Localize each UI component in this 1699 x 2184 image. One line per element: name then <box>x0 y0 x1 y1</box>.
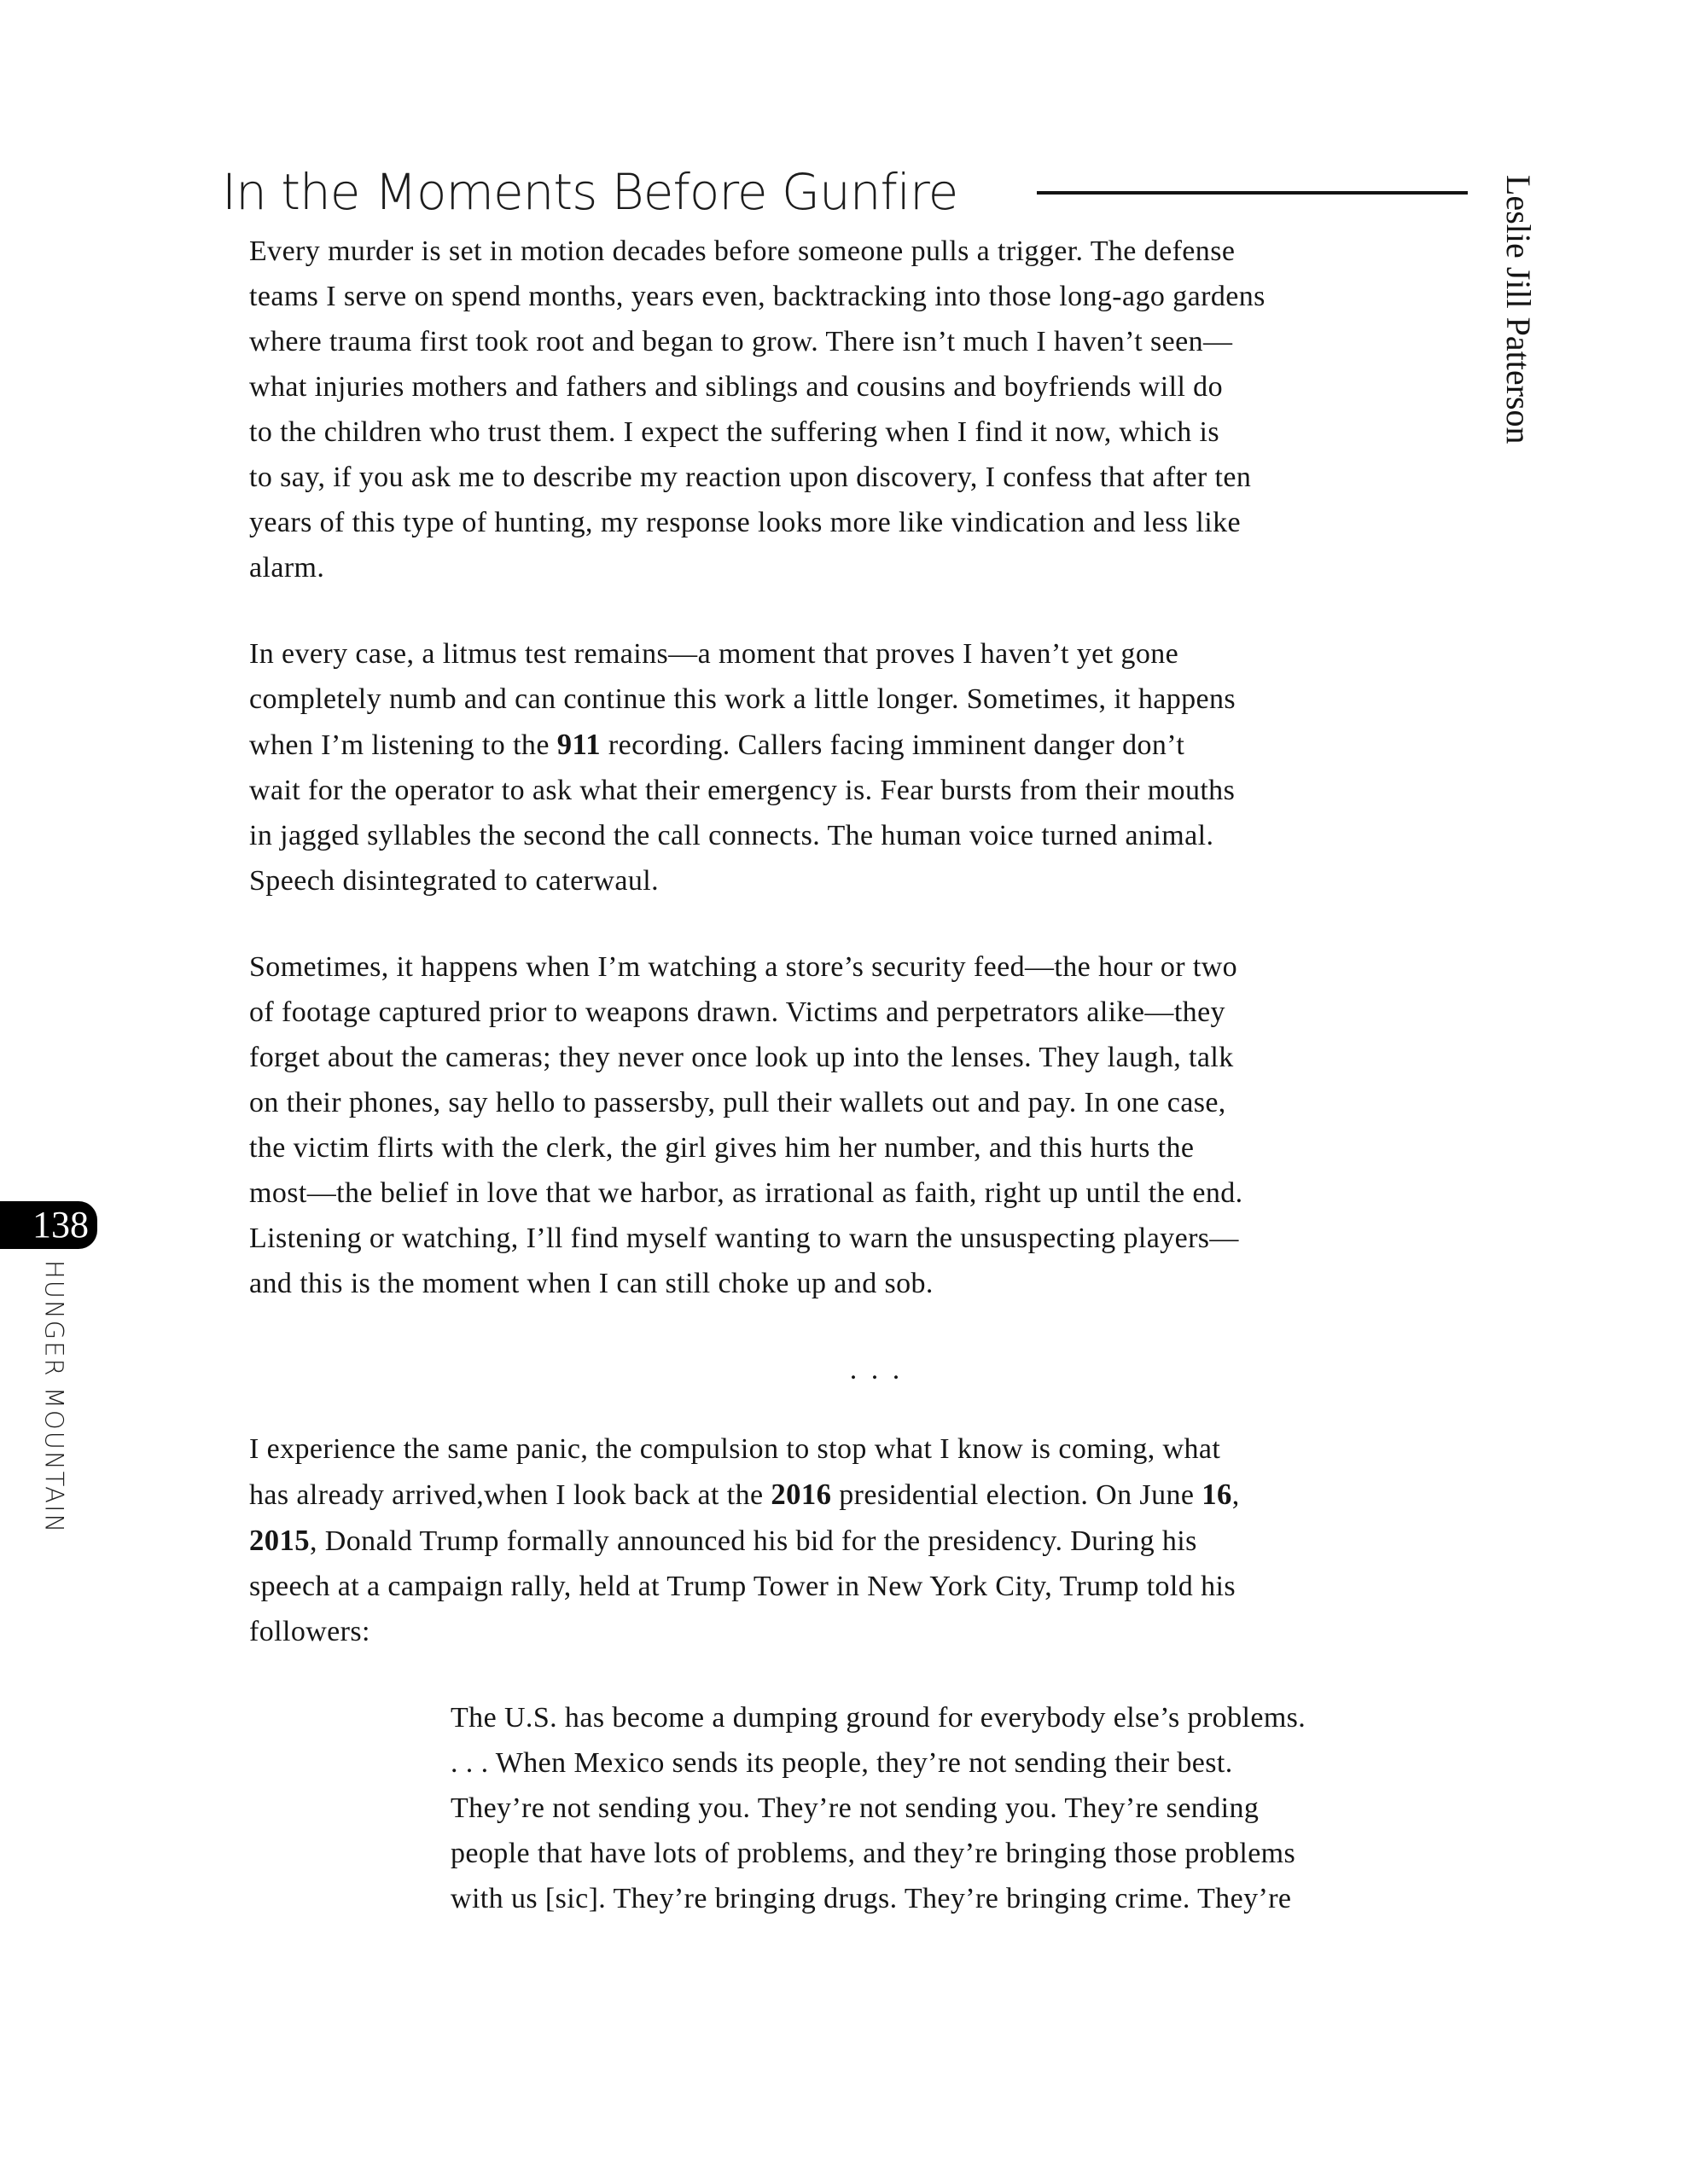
page-number-badge <box>0 1201 97 1249</box>
text-line: I experience the same panic, the compulsion to stop what I know is coming, what <box>249 1433 1221 1465</box>
paragraph-4 <box>249 1426 1504 1654</box>
text-line: In every case, a litmus test remains—a moment that proves I haven’t yet gone <box>249 638 1179 670</box>
text-line: The U.S. has become a dumping ground for everybody else’s problems. <box>451 1702 1306 1734</box>
text-line: where trauma first took root and began to grow. There isn’t much I haven’t seen— <box>249 326 1233 357</box>
journal-name-vertical: HUNGER MOUNTAIN <box>39 1260 69 1535</box>
text-line: to the children who trust them. I expect the suffering when I find it now, which is <box>249 416 1220 448</box>
title-rule <box>1037 191 1468 195</box>
text-line: alarm. <box>249 552 325 584</box>
text-line: Listening or watching, I’ll find myself wanting to warn the unsuspecting players— <box>249 1223 1239 1254</box>
text-line: Every murder is set in motion decades before someone pulls a trigger. The defense <box>249 235 1236 267</box>
lining-figure: 911 <box>556 728 602 761</box>
text-line: people that have lots of problems, and they’re bringing those problems <box>451 1838 1296 1869</box>
text-line: when I’m listening to the 911 recording. Callers facing imminent danger don’t <box>249 728 1185 761</box>
lining-figure: 2015 <box>249 1524 310 1557</box>
section-break: . . . <box>849 1354 904 1385</box>
text-line: Speech disintegrated to caterwaul. <box>249 865 659 897</box>
text-line: with us [sic]. They’re bringing drugs. They’re bringing crime. They’re <box>451 1883 1292 1914</box>
text-line: has already arrived,when I look back at the 2016 presidential election. On June 16, <box>249 1478 1240 1511</box>
text-line: speech at a campaign rally, held at Trump Tower in New York City, Trump told his <box>249 1571 1236 1602</box>
paragraph-2 <box>249 631 1504 903</box>
essay-body <box>249 229 1504 1921</box>
essay-title: In the Moments Before Gunfire <box>222 163 958 221</box>
text-line: forget about the cameras; they never once look up into the lenses. They laugh, talk <box>249 1042 1234 1073</box>
lining-figure: 2016 <box>771 1478 832 1511</box>
blockquote <box>451 1695 1504 1921</box>
text-line: wait for the operator to ask what their emergency is. Fear bursts from their mouths <box>249 775 1236 806</box>
page-number: 138 <box>32 1204 89 1246</box>
text-line: of footage captured prior to weapons drawn. Victims and perpetrators alike—they <box>249 996 1225 1028</box>
paragraph-3 <box>249 944 1504 1306</box>
text-line: followers: <box>249 1616 370 1647</box>
text-line: 2015, Donald Trump formally announced his bid for the presidency. During his <box>249 1524 1197 1557</box>
text-line: completely numb and can continue this work a little longer. Sometimes, it happens <box>249 683 1236 715</box>
lining-figure: 16 <box>1202 1478 1232 1511</box>
text-line: They’re not sending you. They’re not sending you. They’re sending <box>451 1792 1260 1824</box>
text-line: . . . When Mexico sends its people, they’re not sending their best. <box>451 1747 1233 1779</box>
author-name-vertical: Leslie Jill Patterson <box>1499 175 1538 444</box>
text-line: the victim flirts with the clerk, the girl gives him her number, and this hurts the <box>249 1132 1195 1164</box>
text-line: years of this type of hunting, my response looks more like vindication and less like <box>249 507 1242 538</box>
text-line: Sometimes, it happens when I’m watching a store’s security feed—the hour or two <box>249 951 1238 983</box>
paragraph-1 <box>249 229 1504 590</box>
text-line: and this is the moment when I can still choke up and sob. <box>249 1268 934 1299</box>
text-line: teams I serve on spend months, years even, backtracking into those long-ago gardens <box>249 281 1266 312</box>
text-line: most—the belief in love that we harbor, as irrational as faith, right up until the end. <box>249 1177 1243 1209</box>
text-line: to say, if you ask me to describe my reaction upon discovery, I confess that after ten <box>249 462 1252 493</box>
text-line: what injuries mothers and fathers and siblings and cousins and boyfriends will do <box>249 371 1223 403</box>
text-line: on their phones, say hello to passersby, pull their wallets out and pay. In one case, <box>249 1087 1226 1118</box>
text-line: in jagged syllables the second the call connects. The human voice turned animal. <box>249 820 1214 851</box>
